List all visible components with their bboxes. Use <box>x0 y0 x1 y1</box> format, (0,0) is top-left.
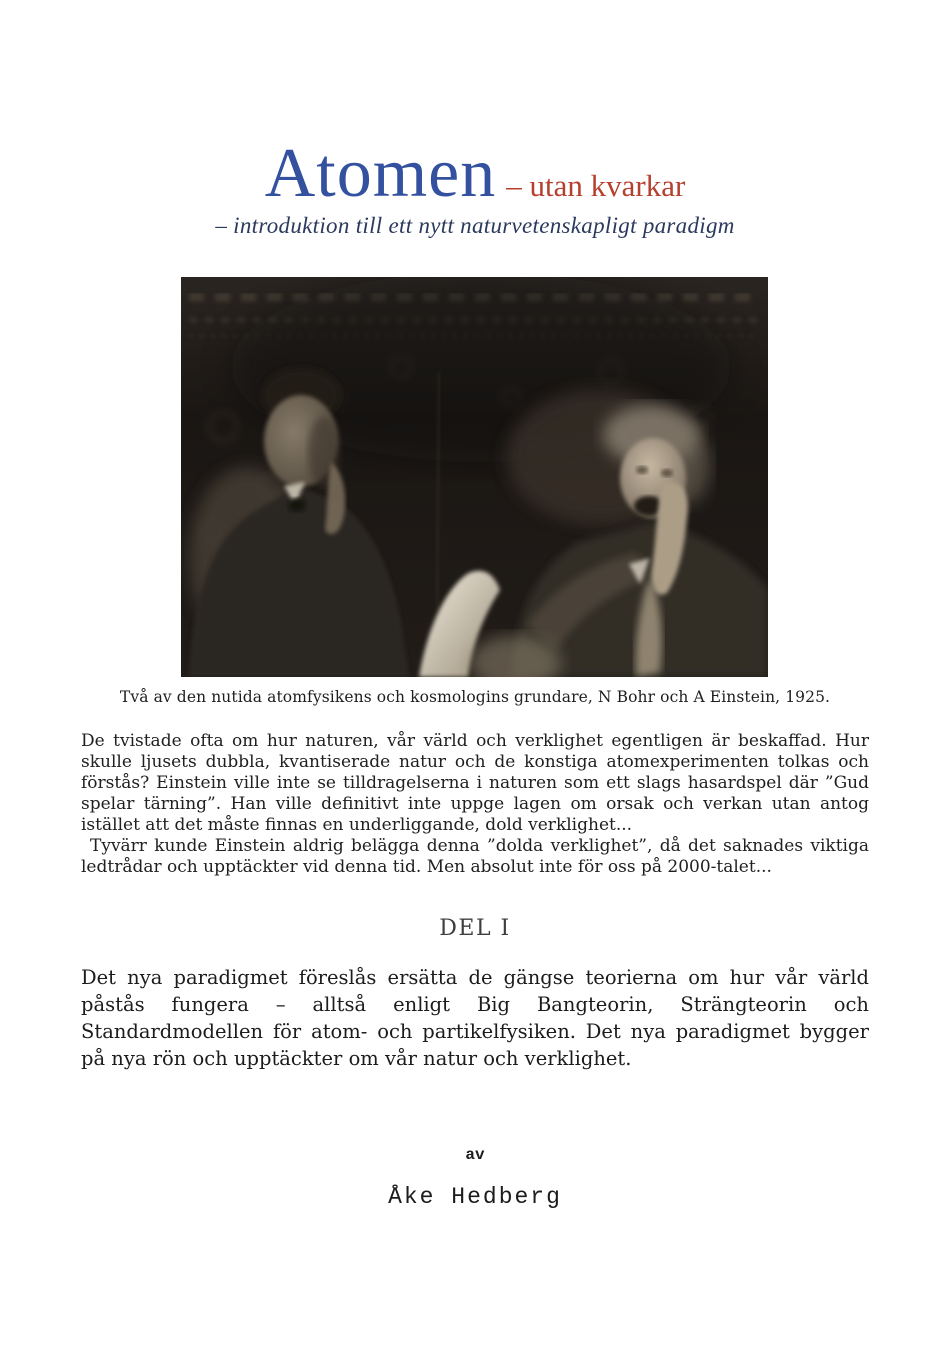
title-main: Atomen <box>264 135 497 212</box>
byline-label: av <box>465 1146 485 1164</box>
part-one-paragraph <box>81 964 869 1072</box>
page-subtitle: – introduktion till ett nytt naturvetenskapligt paradigm <box>215 213 735 238</box>
title-suffix: – utan kvarkar <box>506 168 686 203</box>
photo-caption: Två av den nutida atomfysikens och kosmologins grundare, N Bohr och A Einstein, 1925. <box>119 688 831 706</box>
part-heading: DEL I <box>439 916 511 941</box>
author-name: Åke Hedberg <box>388 1184 562 1210</box>
paragraph-3: Det nya paradigmet föreslås ersätta de gängse teorierna om hur vår värld påstås fungera – alltså enligt Big Bangteorin, Strängteorin och Standardmodellen för atom- och partikelfysiken. Det nya paradigmet bygger på nya rön och upptäckter om vår natur och verklighet. <box>81 966 869 1070</box>
paragraph-1: De tvistade ofta om hur naturen, vår värld och verklighet egentligen är beskaffad. Hur skulle ljusets dubbla, kvantiserade natur och de konstiga atomexperimenten tolkas och förstås? Einstein ville inte se tilldragelserna i naturen som ett slags hasardspel där ”Gud spelar tärning”. Han ville definitivt inte uppge lagen om orsak och verkan utan antog istället att det måste finnas en underliggande, dold verklighet... <box>81 731 869 835</box>
photo-illustration <box>181 277 768 677</box>
page-title <box>0 134 950 214</box>
intro-paragraphs <box>81 731 869 878</box>
paragraph-2: Tyvärr kunde Einstein aldrig belägga denna ”dolda verklighet”, då det saknades viktiga ledtrådar och upptäckter vid denna tid. Men absolut inte för oss på 2000-talet... <box>81 836 869 877</box>
bohr-einstein-photo <box>181 277 768 677</box>
